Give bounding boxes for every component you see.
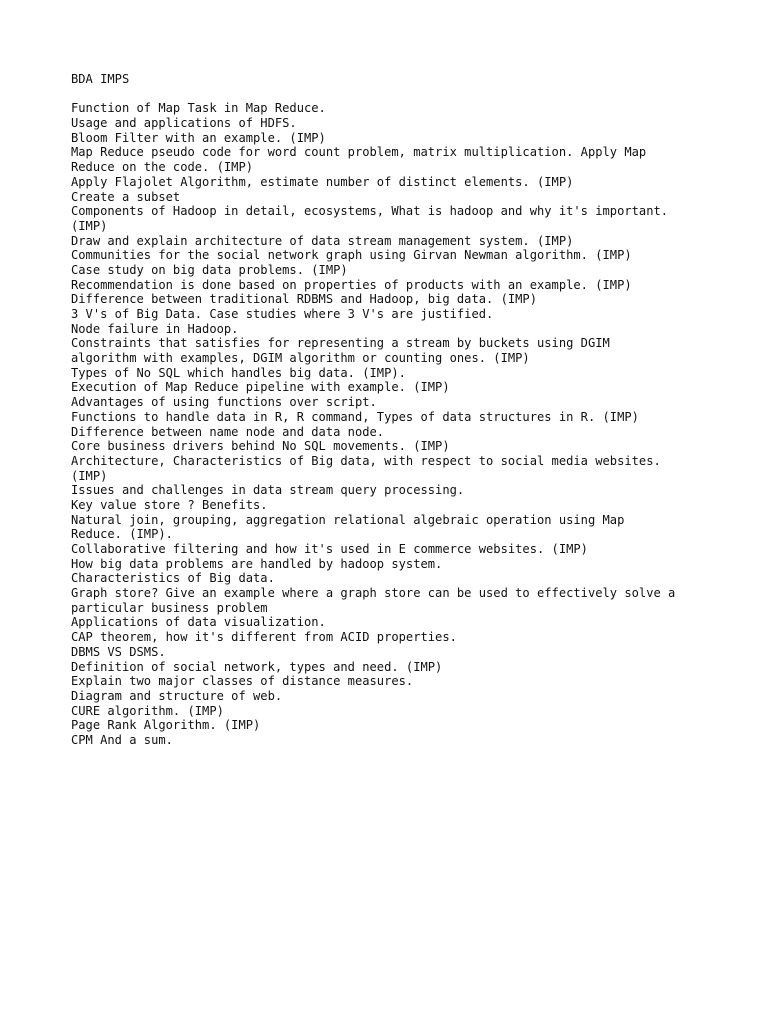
topic-line: Map Reduce pseudo code for word count problem, matrix multiplication. Apply Map — [71, 145, 647, 160]
topic-line: Applications of data visualization. — [71, 615, 326, 630]
topic-line: Recommendation is done based on properties of products with an example. (IMP) — [71, 277, 632, 292]
topic-line: Communities for the social network graph using Girvan Newman algorithm. (IMP) — [71, 248, 632, 263]
topic-line: Issues and challenges in data stream query processing. — [71, 483, 465, 498]
topic-line: Advantages of using functions over script. — [71, 395, 377, 410]
topic-line: Create a subset — [71, 189, 181, 204]
topic-line: Components of Hadoop in detail, ecosystems, What is hadoop and why it's important. — [71, 204, 669, 219]
topic-line: Definition of social network, types and need. (IMP) — [71, 659, 443, 674]
document-title: BDA IMPS — [71, 72, 130, 86]
topic-line: DBMS VS DSMS. — [71, 644, 166, 659]
topic-line: Collaborative filtering and how it's used in E commerce websites. (IMP) — [71, 542, 588, 556]
topic-line: Function of Map Task in Map Reduce. — [71, 101, 326, 116]
topic-line: CURE algorithm. (IMP) — [71, 703, 224, 718]
topic-line: particular business problem — [71, 600, 268, 615]
topic-line: Draw and explain architecture of data stream management system. (IMP) — [71, 233, 574, 248]
topic-line: Key value store ? Benefits. — [71, 497, 268, 512]
topic-line: Types of No SQL which handles big data. (IMP). — [71, 365, 406, 380]
topic-line: (IMP) — [71, 218, 108, 233]
topic-line: Case study on big data problems. (IMP) — [71, 262, 348, 277]
topic-line: Apply Flajolet Algorithm, estimate number of distinct elements. (IMP) — [71, 174, 574, 189]
topic-line: Reduce on the code. (IMP) — [71, 160, 254, 175]
topic-line: Reduce. (IMP). — [71, 527, 173, 542]
document-page — [71, 72, 761, 748]
topic-line: (IMP) — [71, 468, 108, 483]
topic-line: 3 V's of Big Data. Case studies where 3 V's are justified. — [71, 307, 494, 321]
topic-line: Constraints that satisfies for representing a stream by buckets using DGIM — [71, 336, 610, 351]
topic-line: CPM And a sum. — [71, 732, 173, 747]
topic-line: CAP theorem, how it's different from ACID properties. — [71, 630, 457, 645]
topic-line: How big data problems are handled by hadoop system. — [71, 556, 443, 571]
topic-line: Natural join, grouping, aggregation relational algebraic operation using Map — [71, 512, 625, 527]
topic-list — [71, 101, 761, 747]
topic-line: Bloom Filter with an example. (IMP) — [71, 130, 326, 145]
topic-line: Node failure in Hadoop. — [71, 321, 239, 336]
topic-line: algorithm with examples, DGIM algorithm or counting ones. (IMP) — [71, 351, 530, 366]
topic-line: Core business drivers behind No SQL movements. (IMP) — [71, 439, 450, 454]
topic-line: Architecture, Characteristics of Big data, with respect to social media websites. — [71, 453, 661, 468]
topic-line: Execution of Map Reduce pipeline with example. (IMP) — [71, 380, 450, 395]
topic-line: Explain two major classes of distance measures. — [71, 674, 414, 689]
topic-line: Diagram and structure of web. — [71, 688, 283, 703]
topic-line: Graph store? Give an example where a graph store can be used to effectively solve a — [71, 586, 676, 601]
topic-line: Functions to handle data in R, R command, Types of data structures in R. (IMP) — [71, 409, 639, 424]
topic-line: Characteristics of Big data. — [71, 571, 275, 586]
topic-line: Usage and applications of HDFS. — [71, 116, 297, 131]
blank-line — [71, 87, 761, 102]
topic-line: Difference between name node and data node. — [71, 424, 385, 439]
topic-line: Page Rank Algorithm. (IMP) — [71, 718, 261, 733]
topic-line: Difference between traditional RDBMS and Hadoop, big data. (IMP) — [71, 292, 537, 307]
